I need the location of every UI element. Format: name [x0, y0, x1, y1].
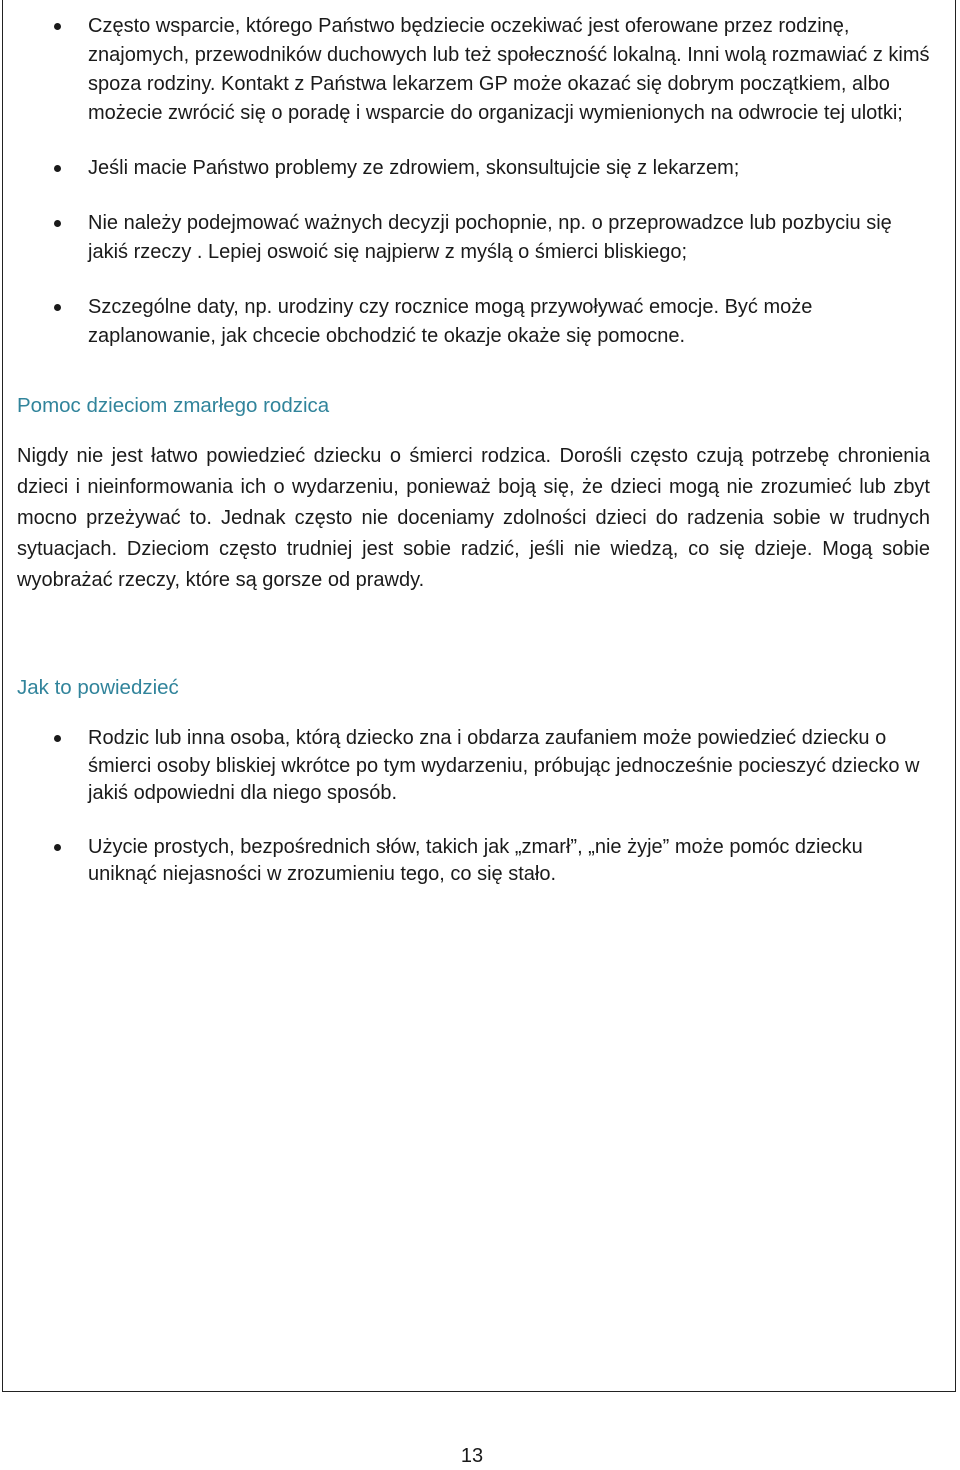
list-item: [0, 154, 944, 183]
bullet-icon: [54, 304, 61, 311]
bullet-icon: [54, 23, 61, 30]
list-item: [0, 834, 944, 889]
bullet-icon: [54, 735, 61, 742]
list-item: [0, 12, 944, 128]
list-item-text: Jeśli macie Państwo problemy ze zdrowiem, skonsultujcie się z lekarzem;: [88, 157, 740, 179]
page-number: 13: [460, 1445, 484, 1467]
bullet-icon: [54, 220, 61, 227]
body-paragraph: Nigdy nie jest łatwo powiedzieć dziecku o śmierci rodzica. Dorośli często czują potrzebę chronienia dzieci i nieinformowania ich o wydarzeniu, ponieważ boją się, że dzieci mogą nie zrozumieć lub zbyt mocno przeżywać to. Jednak często nie doceniamy zdolności dzieci do radzenia sobie w trudnych sytuacjach. Dzieciom często trudniej jest sobie radzić, jeśli nie wiedzą, co się dzieje. Mogą sobie wyobrażać rzeczy, które są gorsze od prawdy.: [17, 445, 930, 591]
list-item-text: Nie należy podejmować ważnych decyzji pochopnie, np. o przeprowadzce lub pozbyciu się jakiś rzeczy . Lepiej oswoić się najpierw z myślą o śmierci bliskiego;: [88, 212, 892, 263]
bullet-icon: [54, 165, 61, 172]
list-item-text: Rodzic lub inna osoba, którą dziecko zna i obdarza zaufaniem może powiedzieć dziecku o śmierci osoby bliskiej wkrótce po tym wydarzeniu, próbując jednocześnie pocieszyć dziecko w jakiś odpowiedni dla niego sposób.: [88, 727, 920, 804]
list-item-text: Użycie prostych, bezpośrednich słów, takich jak „zmarł”, „nie żyje” może pomóc dziecku uniknąć niejasności w zrozumieniu tego, co się stało.: [88, 835, 863, 885]
list-item: [0, 293, 944, 351]
section-heading-children: Pomoc dzieciom zmarłego rodzica: [17, 394, 330, 417]
section-heading-how: Jak to powiedzieć: [17, 676, 179, 699]
list-item: [0, 209, 944, 267]
list-item: [0, 725, 944, 808]
page-content: [0, 12, 944, 915]
list-item-text: Szczególne daty, np. urodziny czy rocznice mogą przywoływać emocje. Być może zaplanowanie, jak chcecie obchodzić te okazje okaże się pomocne.: [88, 296, 813, 347]
top-bullet-list: [0, 12, 944, 351]
how-bullet-list: [0, 725, 944, 889]
bullet-icon: [54, 844, 61, 851]
list-item-text: Często wsparcie, którego Państwo będziecie oczekiwać jest oferowane przez rodzinę, znajomych, przewodników duchowych lub też społeczność lokalną. Inni wolą rozmawiać z kimś spoza rodziny. Kontakt z Państwa lekarzem GP może okazać się dobrym początkiem, albo możecie zwrócić się o poradę i wsparcie do organizacji wymienionych na odwrocie tej ulotki;: [88, 15, 930, 124]
